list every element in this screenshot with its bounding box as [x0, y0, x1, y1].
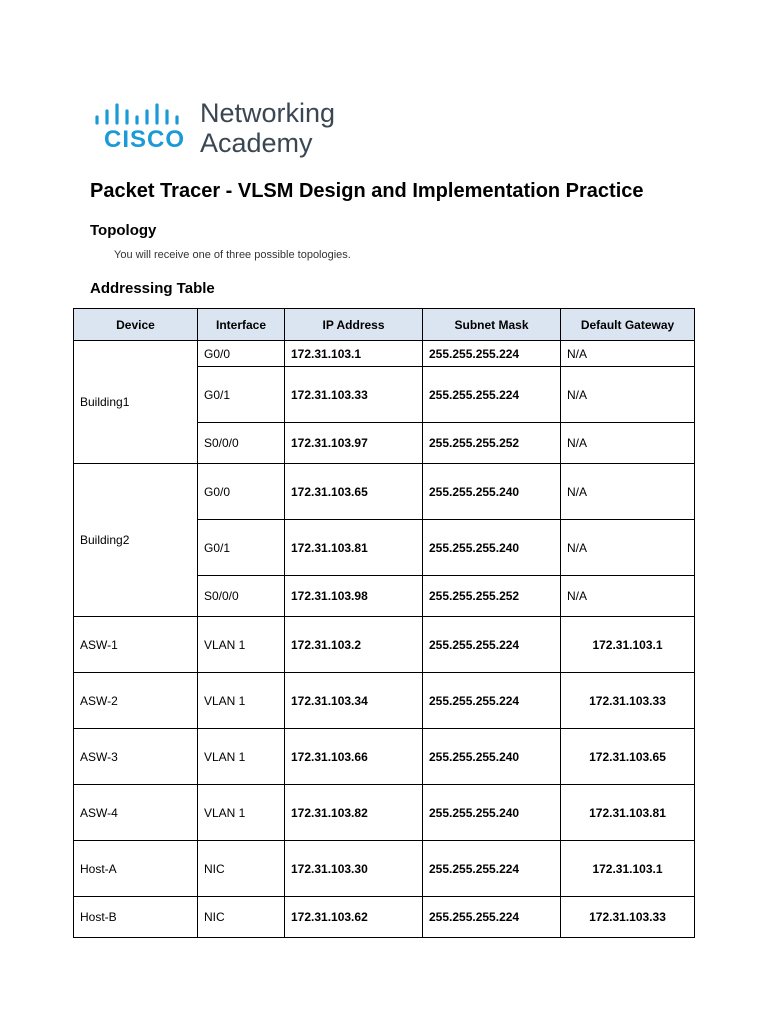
column-header-ip-address: IP Address	[285, 309, 423, 341]
mask-cell: 255.255.255.240	[423, 729, 561, 785]
topology-note: You will receive one of three possible topologies.	[114, 249, 351, 261]
logo-networking-text: Networking	[200, 98, 336, 128]
device-cell: ASW-4	[74, 785, 198, 841]
interface-cell: G0/1	[198, 367, 285, 423]
ip-cell: 172.31.103.30	[285, 841, 423, 897]
ip-cell: 172.31.103.2	[285, 617, 423, 673]
table-header-row	[74, 309, 695, 341]
mask-cell: 255.255.255.252	[423, 423, 561, 464]
device-cell: ASW-1	[74, 617, 198, 673]
column-header-device: Device	[74, 309, 198, 341]
ip-cell: 172.31.103.81	[285, 520, 423, 576]
gateway-cell: N/A	[561, 341, 695, 367]
topology-heading: Topology	[90, 222, 157, 239]
gateway-cell: 172.31.103.65	[561, 729, 695, 785]
mask-cell: 255.255.255.224	[423, 341, 561, 367]
interface-cell: VLAN 1	[198, 785, 285, 841]
interface-cell: G0/1	[198, 520, 285, 576]
table-row	[74, 785, 695, 841]
device-cell: Host-B	[74, 897, 198, 938]
mask-cell: 255.255.255.224	[423, 841, 561, 897]
gateway-cell: 172.31.103.81	[561, 785, 695, 841]
column-header-default-gateway: Default Gateway	[561, 309, 695, 341]
cisco-networking-academy-logo	[94, 97, 354, 159]
ip-cell: 172.31.103.82	[285, 785, 423, 841]
interface-cell: NIC	[198, 841, 285, 897]
mask-cell: 255.255.255.240	[423, 785, 561, 841]
table-row	[74, 897, 695, 938]
mask-cell: 255.255.255.252	[423, 576, 561, 617]
mask-cell: 255.255.255.224	[423, 673, 561, 729]
device-cell: Host-A	[74, 841, 198, 897]
addressing-table	[73, 308, 695, 938]
table-row	[74, 617, 695, 673]
gateway-cell: 172.31.103.33	[561, 897, 695, 938]
table-row	[74, 729, 695, 785]
table-row	[74, 464, 695, 520]
interface-cell: VLAN 1	[198, 729, 285, 785]
device-cell: ASW-2	[74, 673, 198, 729]
ip-cell: 172.31.103.97	[285, 423, 423, 464]
gateway-cell: N/A	[561, 464, 695, 520]
document-title: Packet Tracer - VLSM Design and Implementation Practice	[90, 180, 644, 202]
gateway-cell: N/A	[561, 367, 695, 423]
column-header-interface: Interface	[198, 309, 285, 341]
addressing-table-heading: Addressing Table	[90, 280, 215, 297]
gateway-cell: N/A	[561, 576, 695, 617]
cisco-wordmark: CISCO	[104, 126, 186, 153]
ip-cell: 172.31.103.65	[285, 464, 423, 520]
interface-cell: VLAN 1	[198, 673, 285, 729]
table-row	[74, 841, 695, 897]
ip-cell: 172.31.103.98	[285, 576, 423, 617]
table-row	[74, 341, 695, 367]
interface-cell: NIC	[198, 897, 285, 938]
gateway-cell: 172.31.103.1	[561, 841, 695, 897]
gateway-cell: 172.31.103.1	[561, 617, 695, 673]
interface-cell: S0/0/0	[198, 423, 285, 464]
interface-cell: G0/0	[198, 464, 285, 520]
device-cell: Building2	[74, 464, 198, 617]
ip-cell: 172.31.103.62	[285, 897, 423, 938]
ip-cell: 172.31.103.33	[285, 367, 423, 423]
gateway-cell: N/A	[561, 423, 695, 464]
ip-cell: 172.31.103.1	[285, 341, 423, 367]
device-cell: ASW-3	[74, 729, 198, 785]
interface-cell: G0/0	[198, 341, 285, 367]
cisco-bars-icon	[94, 102, 186, 126]
mask-cell: 255.255.255.224	[423, 617, 561, 673]
logo-academy-text: Academy	[200, 128, 313, 158]
gateway-cell: N/A	[561, 520, 695, 576]
gateway-cell: 172.31.103.33	[561, 673, 695, 729]
interface-cell: VLAN 1	[198, 617, 285, 673]
column-header-subnet-mask: Subnet Mask	[423, 309, 561, 341]
mask-cell: 255.255.255.240	[423, 464, 561, 520]
ip-cell: 172.31.103.66	[285, 729, 423, 785]
table-row	[74, 673, 695, 729]
ip-cell: 172.31.103.34	[285, 673, 423, 729]
mask-cell: 255.255.255.224	[423, 897, 561, 938]
mask-cell: 255.255.255.224	[423, 367, 561, 423]
device-cell: Building1	[74, 341, 198, 464]
mask-cell: 255.255.255.240	[423, 520, 561, 576]
interface-cell: S0/0/0	[198, 576, 285, 617]
